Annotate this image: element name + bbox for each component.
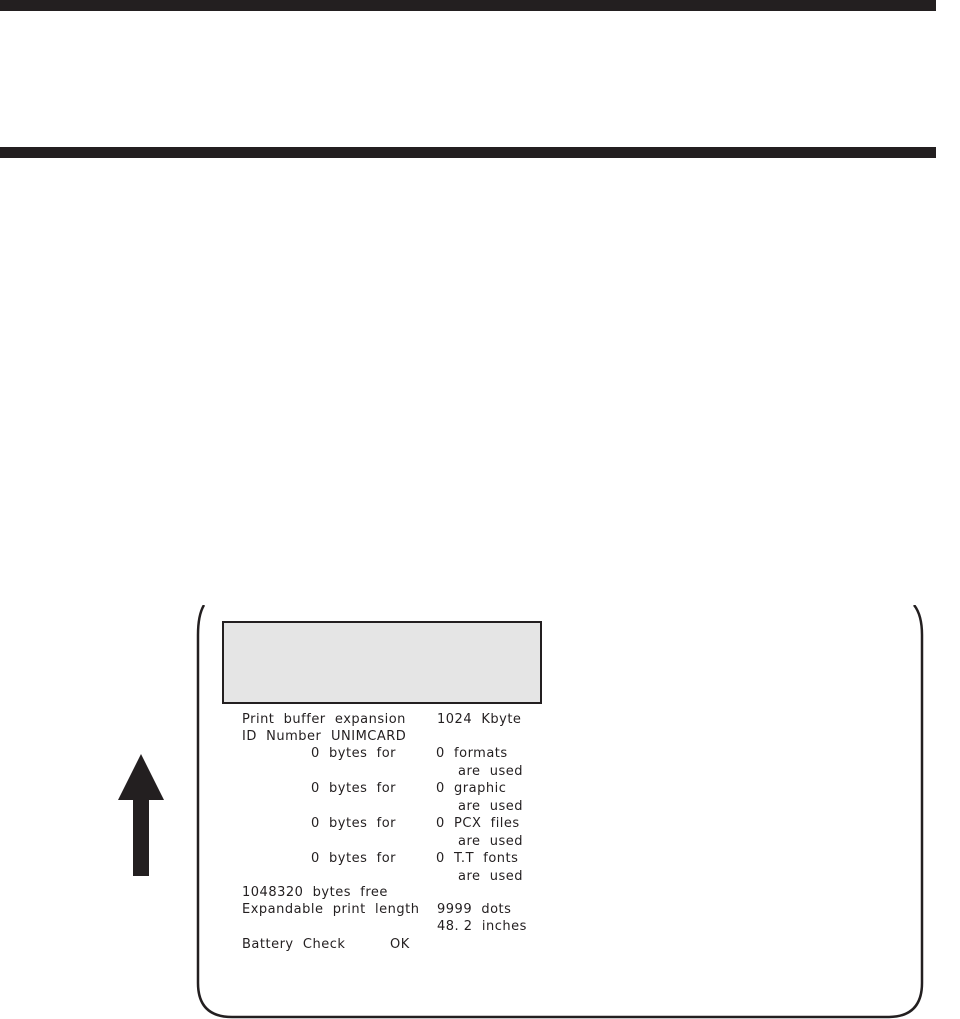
pcx-count: 0 PCX files <box>436 816 520 831</box>
print-length-label: Expandable print length <box>242 902 420 917</box>
id-number-label: ID Number <box>242 729 322 744</box>
print-length-inches: 48. 2 inches <box>437 919 527 934</box>
formats-used: are used <box>458 764 524 779</box>
pcx-used: are used <box>458 834 524 849</box>
print-buffer-label: Print buffer expansion <box>242 712 406 727</box>
print-sample-box <box>222 621 542 704</box>
top-rule <box>0 0 936 11</box>
graphic-bytes: 0 bytes for <box>311 781 396 796</box>
graphic-used: are used <box>458 799 524 814</box>
formats-bytes: 0 bytes for <box>311 746 396 761</box>
header-bottom-rule <box>0 147 936 158</box>
graphic-count: 0 graphic <box>436 781 507 796</box>
tt-bytes: 0 bytes for <box>311 851 396 866</box>
print-buffer-value: 1024 Kbyte <box>437 712 522 727</box>
battery-check-value: OK <box>390 937 410 952</box>
pcx-bytes: 0 bytes for <box>311 816 396 831</box>
print-length-dots: 9999 dots <box>437 902 512 917</box>
bytes-free: 1048320 bytes free <box>242 885 388 900</box>
tt-count: 0 T.T fonts <box>436 851 519 866</box>
battery-check-label: Battery Check <box>242 937 346 952</box>
id-number-value: UNIMCARD <box>331 729 407 744</box>
up-arrow-icon <box>118 754 164 876</box>
formats-count: 0 formats <box>436 746 508 761</box>
tt-used: are used <box>458 869 524 884</box>
